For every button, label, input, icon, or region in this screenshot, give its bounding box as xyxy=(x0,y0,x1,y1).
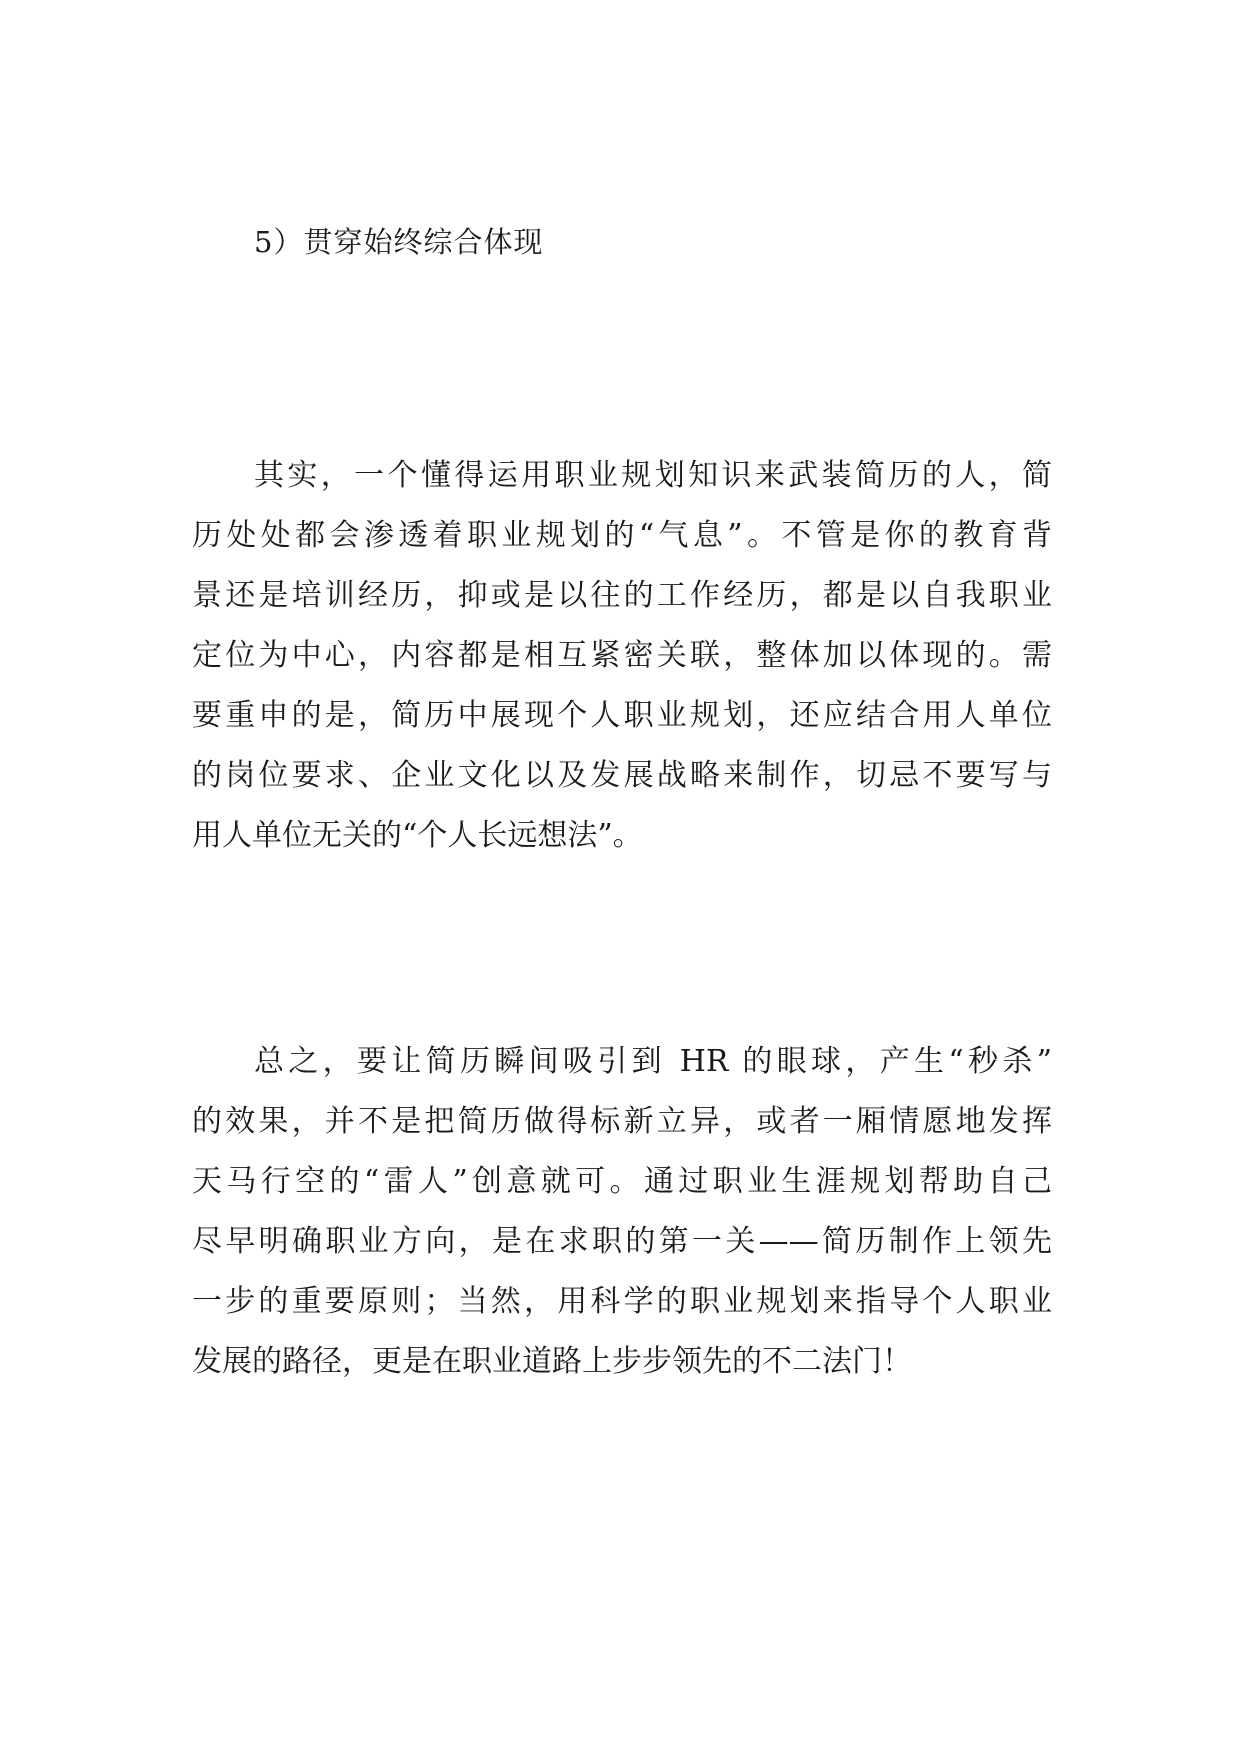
paragraph-line: 一步的重要原则；当然，用科学的职业规划来指导个人职业 xyxy=(192,1284,1052,1319)
section-heading: 5）贯穿始终综合体现 xyxy=(254,225,544,259)
paragraph-career-planning xyxy=(192,446,1052,866)
paragraph-line: 用人单位无关的“个人长远想法”。 xyxy=(192,818,643,853)
paragraph-line: 历处处都会渗透着职业规划的“气息”。不管是你的教育背 xyxy=(192,518,1052,553)
paragraph-conclusion xyxy=(192,1032,1052,1392)
paragraph-line: 景还是培训经历，抑或是以往的工作经历，都是以自我职业 xyxy=(192,578,1052,613)
paragraph-line: 其实，一个懂得运用职业规划知识来武装简历的人，简 xyxy=(254,458,1052,493)
paragraph-line: 尽早明确职业方向，是在求职的第一关——简历制作上领先 xyxy=(192,1224,1052,1259)
paragraph-line: 的效果，并不是把简历做得标新立异，或者一厢情愿地发挥 xyxy=(192,1104,1052,1139)
paragraph-line: 发展的路径，更是在职业道路上步步领先的不二法门！ xyxy=(192,1344,912,1379)
paragraph-line: 的岗位要求、企业文化以及发展战略来制作，切忌不要写与 xyxy=(192,758,1052,793)
paragraph-line: 天马行空的“雷人”创意就可。通过职业生涯规划帮助自己 xyxy=(192,1164,1052,1199)
paragraph-line: 要重申的是，简历中展现个人职业规划，还应结合用人单位 xyxy=(192,698,1052,733)
paragraph-line: 总之，要让简历瞬间吸引到 HR 的眼球，产生“秒杀” xyxy=(254,1044,1052,1079)
paragraph-line: 定位为中心，内容都是相互紧密关联，整体加以体现的。需 xyxy=(192,638,1052,673)
